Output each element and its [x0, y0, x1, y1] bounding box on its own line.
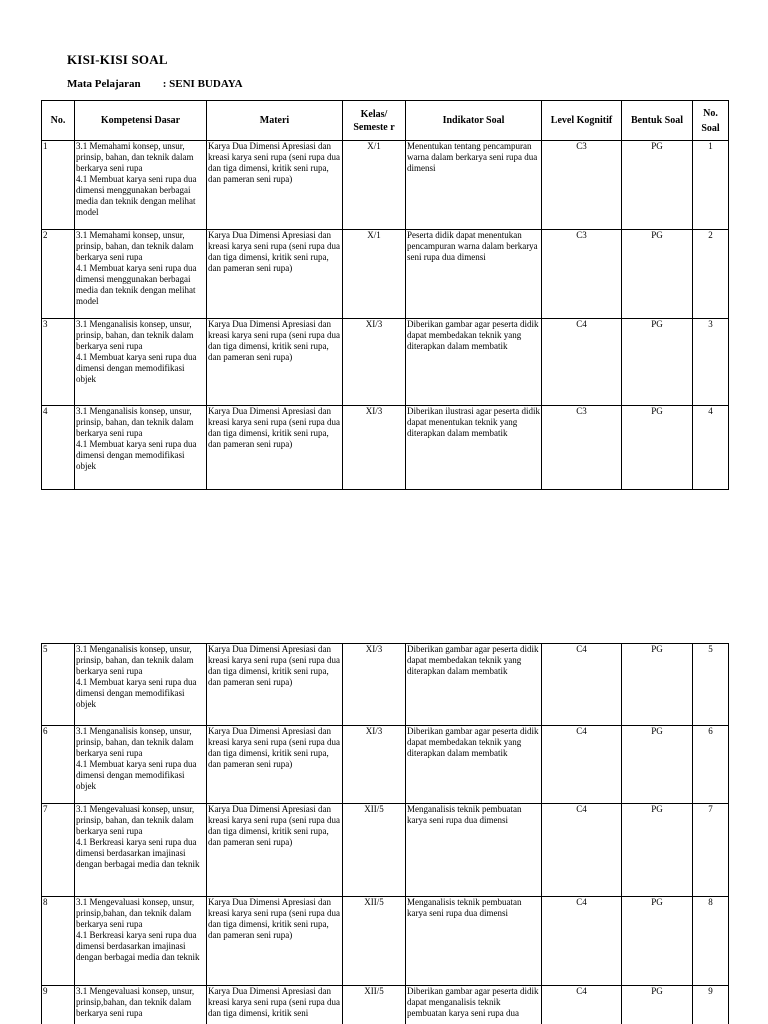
no-soal-cell: 3 — [693, 319, 729, 406]
materi-cell: Karya Dua Dimensi Apresiasi dan kreasi karya seni rupa (seni rupa dua dan tiga dimensi, kritik seni rupa, dan pameran seni rupa) — [207, 897, 343, 986]
materi-cell: Karya Dua Dimensi Apresiasi dan kreasi karya seni rupa (seni rupa dua dan tiga dimensi, kritik seni rupa, dan pameran seni rupa) — [207, 141, 343, 230]
no-soal-cell: 2 — [693, 230, 729, 319]
kompetensi-dasar-cell — [75, 141, 207, 230]
row-number: 4 — [42, 406, 75, 490]
kelas-cell: XI/3 — [343, 319, 406, 406]
level-cell: C4 — [542, 897, 622, 986]
subject-label: Mata Pelajaran — [67, 78, 141, 90]
kd-4: 4.1 Membuat karya seni rupa dua dimensi menggunakan berbagai media dan teknik dengan melihat model — [76, 174, 197, 217]
table-row — [42, 804, 729, 897]
kd-3: 3.1 Mengevaluasi konsep, unsur, prinsip, bahan, dan teknik dalam berkarya seni rupa — [76, 804, 195, 836]
kisi-kisi-table-continued — [41, 643, 729, 1024]
kompetensi-dasar-cell — [75, 230, 207, 319]
bentuk-cell: PG — [622, 141, 693, 230]
row-number: 6 — [42, 726, 75, 804]
no-soal-cell: 7 — [693, 804, 729, 897]
kompetensi-dasar-cell — [75, 644, 207, 726]
header-kompetensi-dasar: Kompetensi Dasar — [75, 101, 207, 141]
kompetensi-dasar-cell — [75, 897, 207, 986]
indikator-cell: Menganalisis teknik pembuatan karya seni rupa dua dimensi — [406, 897, 542, 986]
level-cell: C4 — [542, 644, 622, 726]
bentuk-cell: PG — [622, 804, 693, 897]
no-soal-cell: 8 — [693, 897, 729, 986]
kelas-cell: XII/5 — [343, 804, 406, 897]
indikator-cell: Diberikan gambar agar peserta didik dapat membedakan teknik yang diterapkan dalam membatik — [406, 726, 542, 804]
kelas-cell: XII/5 — [343, 897, 406, 986]
materi-cell: Karya Dua Dimensi Apresiasi dan kreasi karya seni rupa (seni rupa dua dan tiga dimensi, kritik seni rupa, dan pameran seni rupa) — [207, 644, 343, 726]
bentuk-cell: PG — [622, 726, 693, 804]
kd-3: 3.1 Menganalisis konsep, unsur, prinsip, bahan, dan teknik dalam berkarya seni rupa — [76, 726, 194, 758]
kd-3: 3.1 Menganalisis konsep, unsur, prinsip, bahan, dan teknik dalam berkarya seni rupa — [76, 319, 194, 351]
table-row — [42, 230, 729, 319]
table-row — [42, 406, 729, 490]
header-kelas-semester: Kelas/ Semeste r — [343, 101, 406, 141]
kisi-kisi-table — [41, 100, 729, 490]
indikator-cell: Diberikan gambar agar peserta didik dapat membedakan teknik yang diterapkan dalam membatik — [406, 319, 542, 406]
no-soal-cell: 5 — [693, 644, 729, 726]
materi-cell: Karya Dua Dimensi Apresiasi dan kreasi karya seni rupa (seni rupa dua dan tiga dimensi, kritik seni rupa, dan pameran seni rupa) — [207, 726, 343, 804]
indikator-cell: Menentukan tentang pencampuran warna dalam berkarya seni rupa dua dimensi — [406, 141, 542, 230]
level-cell: C3 — [542, 230, 622, 319]
header-no: No. — [42, 101, 75, 141]
materi-cell: Karya Dua Dimensi Apresiasi dan kreasi karya seni rupa (seni rupa dua dan tiga dimensi, kritik seni rupa, dan pameran seni rupa) — [207, 230, 343, 319]
bentuk-cell: PG — [622, 230, 693, 319]
table-row — [42, 726, 729, 804]
row-number: 1 — [42, 141, 75, 230]
kompetensi-dasar-cell — [75, 319, 207, 406]
table-row — [42, 644, 729, 726]
kd-4: 4.1 Membuat karya seni rupa dua dimensi dengan memodifikasi objek — [76, 352, 197, 384]
kd-3: 3.1 Memahami konsep, unsur, prinsip, bahan, dan teknik dalam berkarya seni rupa — [76, 141, 194, 173]
kelas-cell: X/1 — [343, 230, 406, 319]
row-number: 2 — [42, 230, 75, 319]
kelas-cell: XI/3 — [343, 726, 406, 804]
subject-value: : SENI BUDAYA — [162, 78, 243, 90]
level-cell: C3 — [542, 141, 622, 230]
kelas-cell: XI/3 — [343, 644, 406, 726]
no-soal-cell: 1 — [693, 141, 729, 230]
materi-cell: Karya Dua Dimensi Apresiasi dan kreasi karya seni rupa (seni rupa dua dan tiga dimensi, kritik seni rupa, dan pameran seni rupa) — [207, 319, 343, 406]
table-row — [42, 141, 729, 230]
kd-4: 4.1 Membuat karya seni rupa dua dimensi dengan memodifikasi objek — [76, 759, 197, 791]
table-row — [42, 986, 729, 1024]
row-number: 8 — [42, 897, 75, 986]
kompetensi-dasar-cell — [75, 726, 207, 804]
materi-cell: Karya Dua Dimensi Apresiasi dan kreasi karya seni rupa (seni rupa dua dan tiga dimensi, kritik seni rupa, dan pameran seni rupa) — [207, 804, 343, 897]
header-no-soal: No. Soal — [693, 101, 729, 141]
row-number: 7 — [42, 804, 75, 897]
kelas-cell: XI/3 — [343, 406, 406, 490]
level-cell: C4 — [542, 319, 622, 406]
kompetensi-dasar-cell — [75, 804, 207, 897]
subject-line — [67, 78, 243, 90]
indikator-cell: Diberikan ilustrasi agar peserta didik dapat menentukan teknik yang diterapkan dalam membatik — [406, 406, 542, 490]
level-cell: C3 — [542, 406, 622, 490]
bentuk-cell: PG — [622, 319, 693, 406]
header-indikator-soal: Indikator Soal — [406, 101, 542, 141]
header-materi: Materi — [207, 101, 343, 141]
table-row — [42, 897, 729, 986]
no-soal-cell: 6 — [693, 726, 729, 804]
kompetensi-dasar-cell — [75, 986, 207, 1024]
bentuk-cell: PG — [622, 897, 693, 986]
row-number: 9 — [42, 986, 75, 1024]
kd-3: 3.1 Mengevaluasi konsep, unsur, prinsip,bahan, dan teknik dalam berkarya seni rupa — [76, 897, 195, 929]
kd-3: 3.1 Memahami konsep, unsur, prinsip, bahan, dan teknik dalam berkarya seni rupa — [76, 230, 194, 262]
materi-cell: Karya Dua Dimensi Apresiasi dan kreasi karya seni rupa (seni rupa dua dan tiga dimensi, kritik seni — [207, 986, 343, 1024]
header-bentuk-soal: Bentuk Soal — [622, 101, 693, 141]
kompetensi-dasar-cell — [75, 406, 207, 490]
bentuk-cell: PG — [622, 986, 693, 1024]
indikator-cell: Diberikan gambar agar peserta didik dapat menganalisis teknik pembuatan karya seni rupa dua — [406, 986, 542, 1024]
document-title: KISI-KISI SOAL — [67, 52, 168, 67]
kd-3: 3.1 Mengevaluasi konsep, unsur, prinsip,bahan, dan teknik dalam berkarya seni rupa — [76, 986, 195, 1018]
table-header-row — [42, 101, 729, 141]
indikator-cell: Peserta didik dapat menentukan pencampuran warna dalam berkarya seni rupa dua dimensi — [406, 230, 542, 319]
level-cell: C4 — [542, 804, 622, 897]
row-number: 5 — [42, 644, 75, 726]
no-soal-cell: 4 — [693, 406, 729, 490]
indikator-cell: Diberikan gambar agar peserta didik dapat membedakan teknik yang diterapkan dalam membatik — [406, 644, 542, 726]
header-level-kognitif: Level Kognitif — [542, 101, 622, 141]
kd-4: 4.1 Berkreasi karya seni rupa dua dimensi berdasarkan imajinasi dengan berbagai media dan teknik — [76, 837, 200, 869]
table-row — [42, 319, 729, 406]
bentuk-cell: PG — [622, 644, 693, 726]
no-soal-cell: 9 — [693, 986, 729, 1024]
level-cell: C4 — [542, 726, 622, 804]
row-number: 3 — [42, 319, 75, 406]
level-cell: C4 — [542, 986, 622, 1024]
kelas-cell: XII/5 — [343, 986, 406, 1024]
indikator-cell: Menganalisis teknik pembuatan karya seni rupa dua dimensi — [406, 804, 542, 897]
bentuk-cell: PG — [622, 406, 693, 490]
materi-cell: Karya Dua Dimensi Apresiasi dan kreasi karya seni rupa (seni rupa dua dan tiga dimensi, kritik seni rupa, dan pameran seni rupa) — [207, 406, 343, 490]
kd-3: 3.1 Menganalisis konsep, unsur, prinsip, bahan, dan teknik dalam berkarya seni rupa — [76, 406, 194, 438]
kd-4: 4.1 Membuat karya seni rupa dua dimensi dengan memodifikasi objek — [76, 677, 197, 709]
kelas-cell: X/1 — [343, 141, 406, 230]
kd-4: 4.1 Membuat karya seni rupa dua dimensi menggunakan berbagai media dan teknik dengan melihat model — [76, 263, 197, 306]
kd-4: 4.1 Membuat karya seni rupa dua dimensi dengan memodifikasi objek — [76, 439, 197, 471]
kd-3: 3.1 Menganalisis konsep, unsur, prinsip, bahan, dan teknik dalam berkarya seni rupa — [76, 644, 194, 676]
kd-4: 4.1 Berkreasi karya seni rupa dua dimensi berdasarkan imajinasi dengan berbagai media dan teknik — [76, 930, 200, 962]
